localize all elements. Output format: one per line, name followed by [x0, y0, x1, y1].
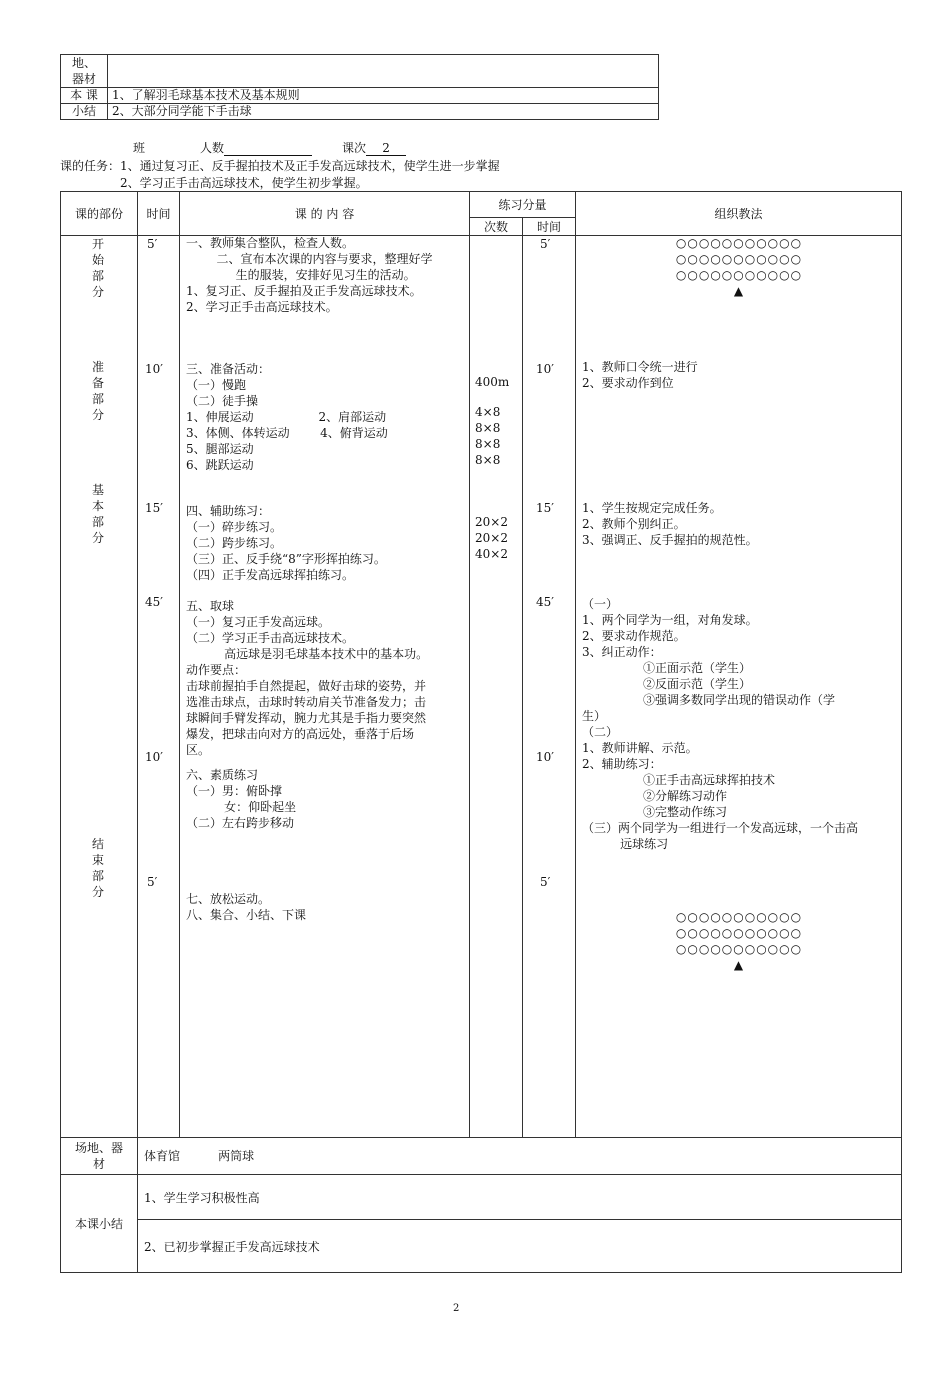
teacher-marker-icon: ▲ — [733, 958, 745, 972]
content-block-drills: 四、辅助练习： （一）碎步练习。 （二）跨步练习。 （三）正、反手绕“8”字形挥拍练习。 （四）正手发高远球挥拍练习。 — [186, 504, 386, 582]
formation-row: ○○○○○○○○○○○ — [675, 236, 803, 250]
content-block-fitness: 六、素质练习 （一）男：俯卧撑 女：仰卧起坐 （二）左右跨步移动 — [186, 768, 297, 830]
venue-value: 体育馆 两筒球 — [138, 1138, 902, 1175]
class-field: 班 — [133, 141, 146, 155]
part-end: 结 束 部 分 — [92, 837, 105, 899]
formation-row: ○○○○○○○○○○○ — [675, 910, 803, 924]
time2-3: 15′ — [536, 501, 554, 515]
content-block-ending: 七、放松运动。 八、集合、小结、下课 — [186, 892, 307, 922]
teacher-marker-icon: ▲ — [733, 284, 745, 298]
header-content: 课 的 内 容 — [180, 192, 470, 236]
task-line-2: 2、学习正手击高远球技术，使学生初步掌握。 — [120, 176, 368, 190]
header-load: 练习分量 — [470, 192, 576, 218]
time-6: 5′ — [147, 875, 158, 889]
page-number: 2 — [453, 1303, 460, 1314]
time-4: 45′ — [145, 595, 163, 609]
header-method: 组织教法 — [576, 192, 902, 236]
venue-label-prev: 地、 器材 — [61, 55, 108, 88]
task-line-1: 课的任务：1、通过复习正、反手握拍技术及正手发高远球技术，使学生进一步掌握 — [60, 159, 500, 173]
time-3: 15′ — [145, 501, 163, 515]
content-block-warmup: 三、准备活动： （一）慢跑 （二）徒手操 1、伸展运动 2、肩部运动 3、体侧、体转运动 4、俯背运动 5、腿部运动 6、跳跃运动 — [186, 362, 388, 472]
summary-item-2: 2、已初步掌握正手发高远球技术 — [138, 1220, 902, 1273]
formation-row: ○○○○○○○○○○○ — [675, 942, 803, 956]
summary-label-prev-2: 小结 — [61, 104, 108, 120]
formation-row: ○○○○○○○○○○○ — [675, 252, 803, 266]
header-part: 课的部份 — [61, 192, 138, 236]
formation-row: ○○○○○○○○○○○ — [675, 926, 803, 940]
header-time: 时间 — [138, 192, 180, 236]
venue-label: 场地、器 材 — [61, 1138, 138, 1175]
count-column — [470, 236, 523, 1138]
formation-row: ○○○○○○○○○○○ — [675, 268, 803, 282]
time2-2: 10′ — [536, 362, 554, 376]
summary-item-prev-1: 1、了解羽毛球基本技术及基本规则 — [108, 88, 659, 104]
people-field: 人数 — [200, 139, 312, 156]
count-run: 400m — [475, 375, 510, 389]
summary-label-prev-1: 本 课 — [61, 88, 108, 104]
time-2: 10′ — [145, 362, 163, 376]
lesson-number-field: 课次 2 — [342, 139, 406, 156]
header-time2: 时间 — [523, 218, 576, 236]
part-basic: 基 本 部 分 — [92, 483, 105, 545]
summary-label: 本课小结 — [61, 1175, 138, 1273]
time2-1: 5′ — [540, 237, 551, 251]
formation-top — [578, 235, 900, 299]
content-block-opening: 一、教师集合整队，检查人数。 二、宣布本次课的内容与要求，整理好学 生的服装，安排好见习生的活动。 1、复习正、反手握拍及正手发高远球技术。 2、学习正手击高远球技术。 — [186, 236, 433, 314]
part-prepare: 准 备 部 分 — [92, 360, 105, 422]
method-drills: 1、学生按规定完成任务。 2、教师个别纠正。 3、强调正、反手握拍的规范性。 — [582, 501, 758, 547]
content-block-main: 五、取球 （一）复习正手发高远球。 （二）学习正手击高远球技术。 高远球是羽毛球基本技术中的基本功。 动作要点： 击球前握拍手自然提起，做好击球的姿势，并 选准击球点，击球时转动肩关节准备发力；击 球瞬间手臂发挥动，腕力尤其是手指力要突然 爆发，把球击向对方的高远处，垂落于后场 区。 — [186, 599, 429, 757]
method-warmup: 1、教师口令统一进行 2、要求动作到位 — [582, 360, 698, 390]
time2-4: 45′ — [536, 595, 554, 609]
summary-item-1: 1、学生学习积极性高 — [138, 1175, 902, 1220]
method-main: （一） 1、两个同学为一组，对角发球。 2、要求动作规范。 3、纠正动作： ①正面示范（学生） ②反面示范（学生） ③强调多数同学出现的错误动作（学 生） （二） 1、教师讲解、示范。 2、辅助练习： ①正手击高远球挥拍技术 ②分解练习动作 ③完整动作练习 （三）两个同学为一组进行一个发高远球，一个击高 远球练习 — [582, 597, 859, 851]
formation-bottom — [578, 909, 900, 973]
time-1: 5′ — [147, 237, 158, 251]
summary-item-prev-2: 2、大部分同学能下手击球 — [108, 104, 659, 120]
time2-5: 10′ — [536, 750, 554, 764]
part-start: 开 始 部 分 — [92, 237, 105, 299]
count-exercise: 4×8 8×8 8×8 8×8 — [475, 405, 501, 467]
header-count: 次数 — [470, 218, 523, 236]
count-drills: 20×2 20×2 40×2 — [475, 515, 508, 561]
previous-lesson-table — [60, 54, 659, 120]
time-5: 10′ — [145, 750, 163, 764]
venue-value-prev — [108, 55, 659, 88]
time2-6: 5′ — [540, 875, 551, 889]
